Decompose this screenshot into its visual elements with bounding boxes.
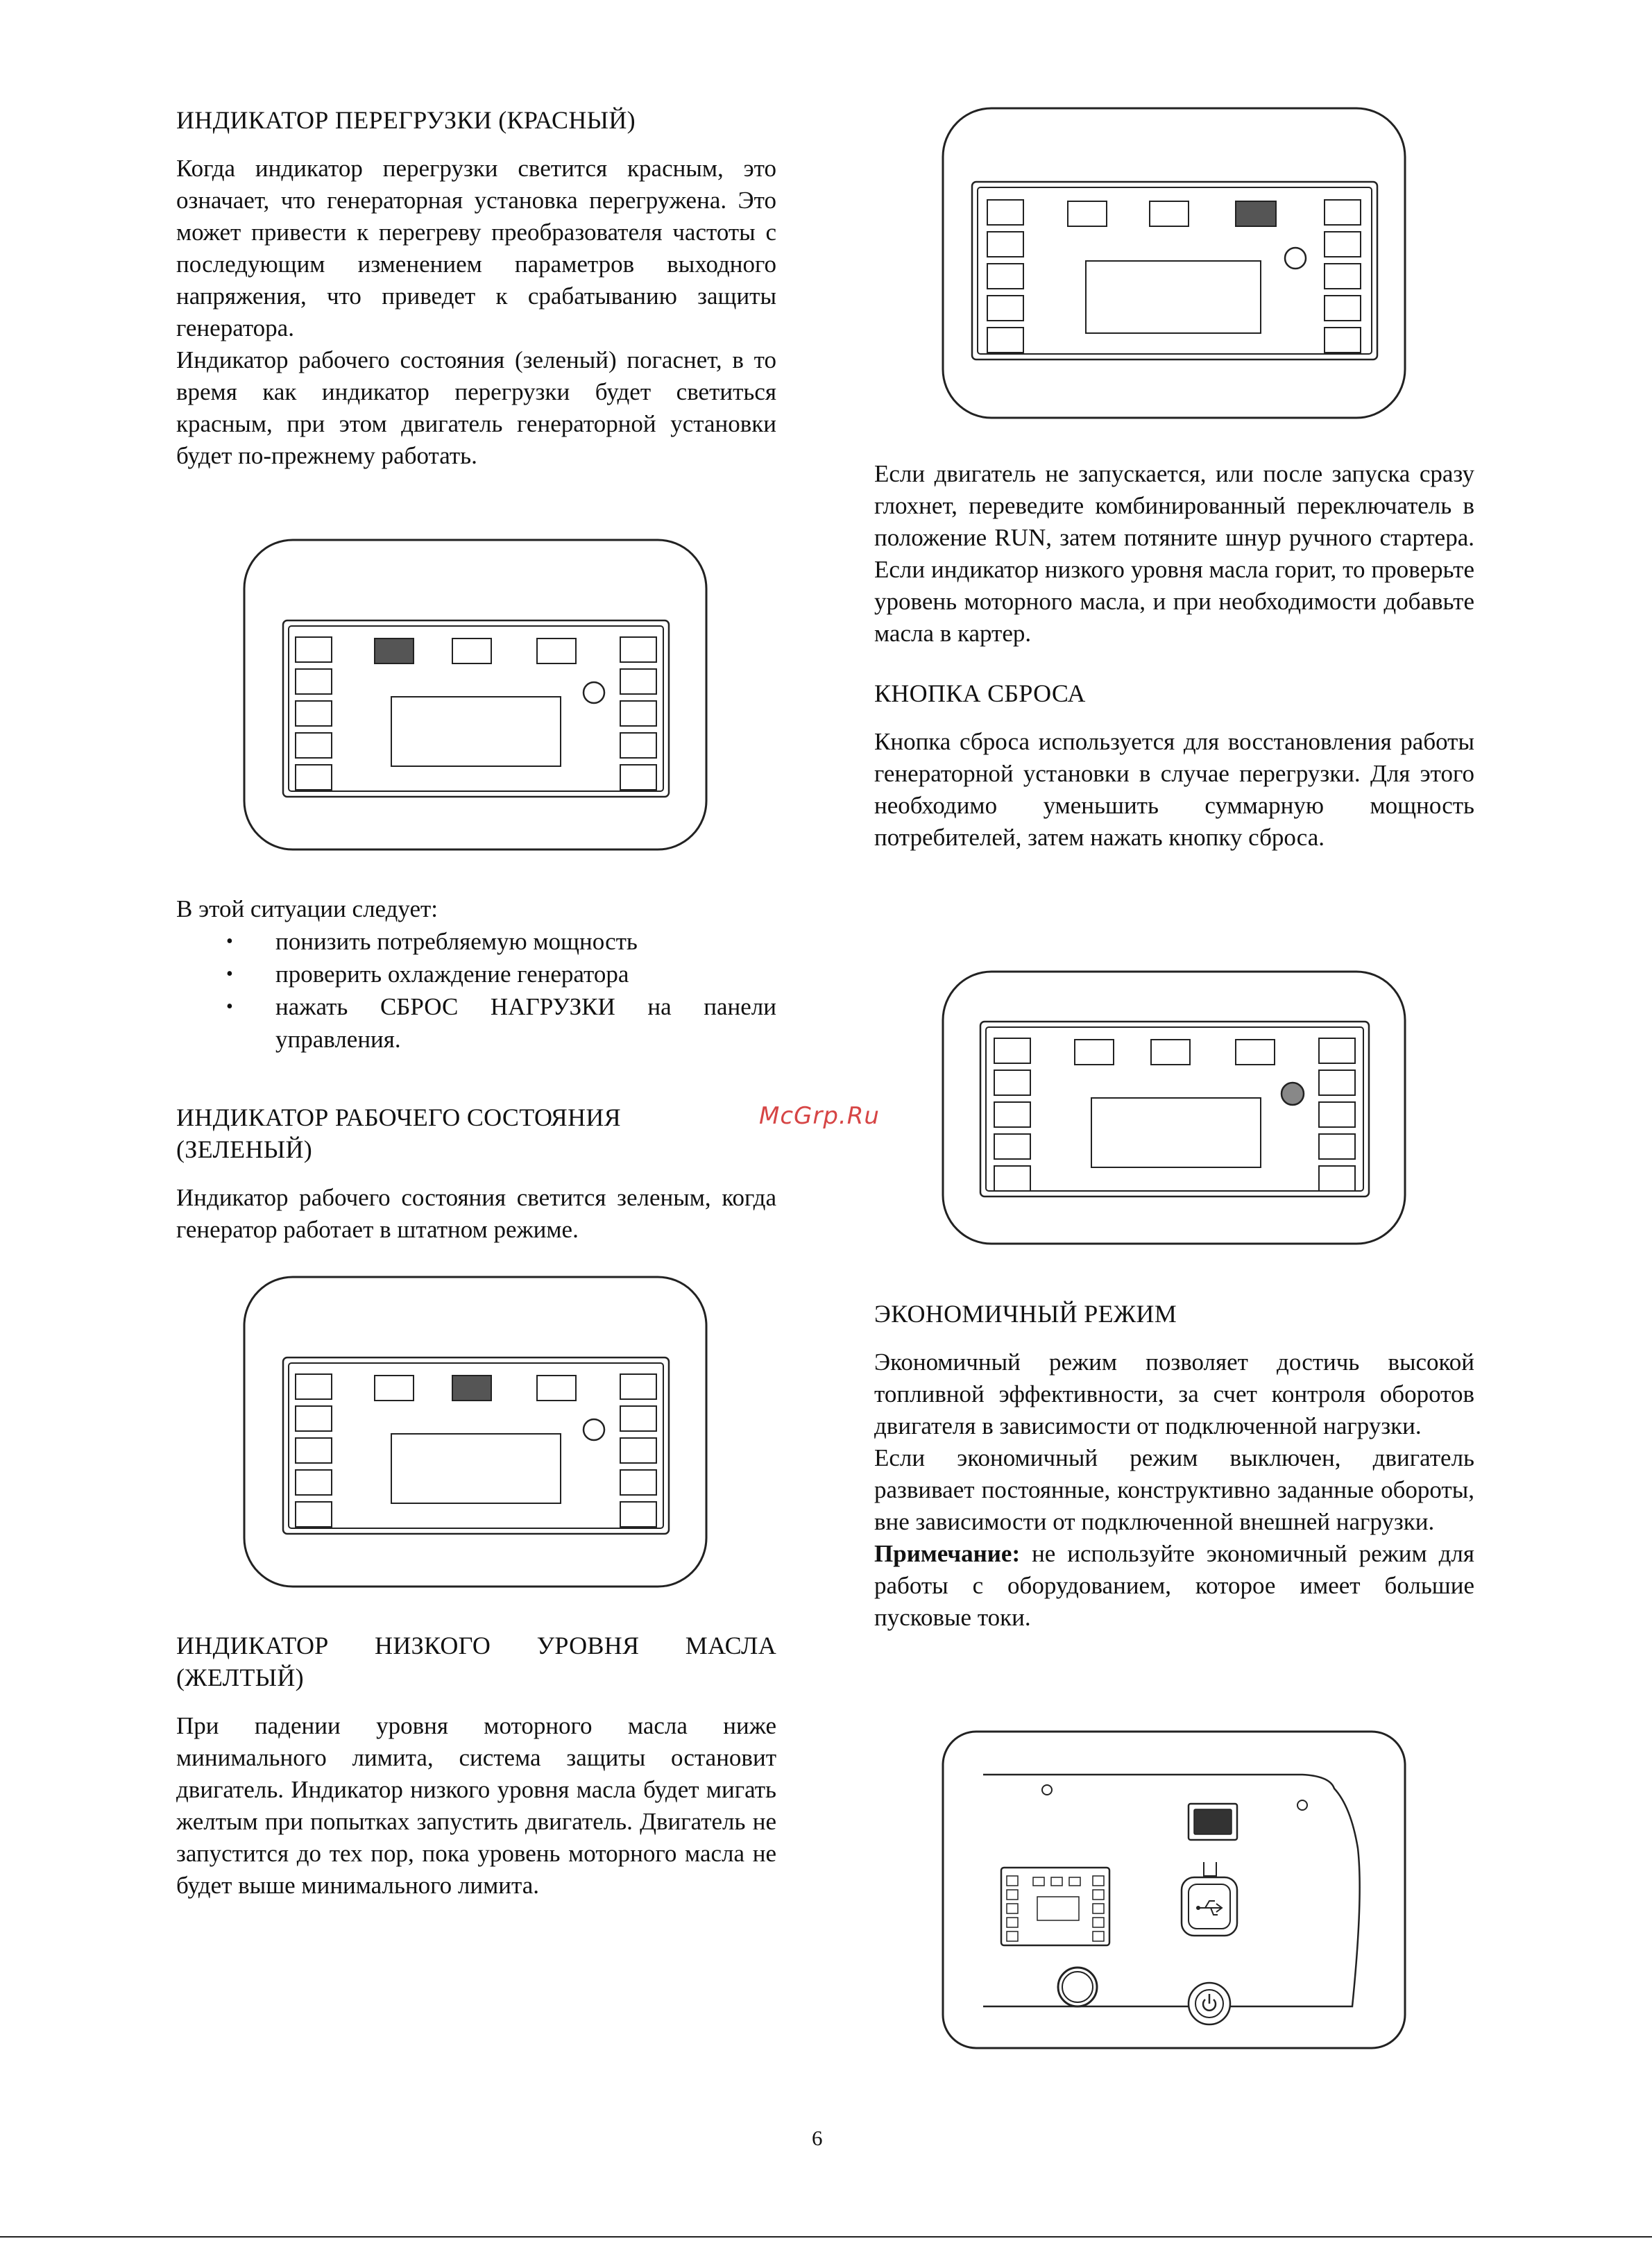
overload-text-2: Индикатор рабочего состояния (зеленый) погаснет, в то время как индикатор перегрузки будет светиться красным, при этом двигатель генераторной установки будет по-прежнему работать. <box>176 346 776 469</box>
situation-intro: В этой ситуации следует: <box>176 895 438 922</box>
overload-indicator <box>375 639 414 663</box>
bottom-rule <box>0 2236 1652 2238</box>
list-item: • проверить охлаждение генератора <box>226 961 629 988</box>
watermark: McGrp.Ru <box>759 1102 880 1130</box>
reset-button-indicator <box>1281 1083 1304 1105</box>
control-panel-overload <box>243 539 709 852</box>
eco-heading: ЭКОНОМИЧНЫЙ РЕЖИМ <box>874 1300 1177 1328</box>
control-panel-running <box>243 1276 709 1589</box>
running-text: Индикатор рабочего состояния светится зеленым, когда генератор работает в штатном режиме. <box>176 1184 776 1243</box>
left-column <box>176 104 776 472</box>
right-block-1 <box>874 458 1474 854</box>
control-panel-reset <box>942 970 1408 1246</box>
reset-text: Кнопка сброса используется для восстановления работы генераторной установки в случае перегрузки. Для этого необходимо уменьшить суммарную мощность потребителей, затем нажать кнопку сброса. <box>874 728 1474 851</box>
list-item: • нажать СБРОС НАГРУЗКИ на панели управления. <box>226 993 776 1053</box>
generator-front-panel <box>942 1730 1408 2051</box>
eco-note <box>874 1538 1474 1634</box>
oil-followup-text: Если двигатель не запускается, или после запуска сразу глохнет, переведите комбинированный переключатель в положение RUN, затем потяните шнур ручного стартера. Если индикатор низкого уровня масла горит, то проверьте уровень моторного масла, и при необходимости добавьте масла в картер. <box>874 460 1474 647</box>
list-item: • понизить потребляемую мощность <box>226 928 638 955</box>
oil-text: При падении уровня моторного масла ниже минимального лимита, система защиты остановит двигатель. Индикатор низкого уровня масла будет мигать желтым при попытках запустить двигатель. Двигатель не запустится до тех пор, пока уровень моторного масла не будет выше минимального лимита. <box>176 1712 776 1899</box>
oil-heading: ИНДИКАТОР НИЗКОГО УРОВНЯ МАСЛА (ЖЕЛТЫЙ) <box>176 1632 776 1691</box>
control-panel-oil <box>942 107 1408 421</box>
running-indicator <box>452 1376 491 1401</box>
situation-block <box>176 893 776 1246</box>
overload-text-1: Когда индикатор перегрузки светится красным, это означает, что генераторная установка перегружена. Это может привести к перегреву преобразователя частоты с последующим изменением параметров выходного напряжения, что приведет к срабатыванию защиты генератора. <box>176 155 776 341</box>
eco-text-2: Если экономичный режим выключен, двигатель развивает постоянные, конструктивно заданные обороты, вне зависимости от подключенной внешней нагрузки. <box>874 1444 1474 1535</box>
running-heading: ИНДИКАТОР РАБОЧЕГО СОСТОЯНИЯ (ЗЕЛЕНЫЙ) <box>176 1103 621 1163</box>
power-icon <box>1189 1983 1230 2024</box>
overload-heading: ИНДИКАТОР ПЕРЕГРУЗКИ (КРАСНЫЙ) <box>176 106 636 134</box>
eco-text-1: Экономичный режим позволяет достичь высокой топливной эффективности, за счет контроля оборотов двигателя в зависимости от подключенной нагрузки. <box>874 1348 1474 1439</box>
note-text: не используйте экономичный режим для работы с оборудованием, которое имеет большие пусковые токи. <box>874 1540 1474 1631</box>
eco-block <box>874 1298 1474 1634</box>
oil-block <box>176 1630 776 1902</box>
reset-heading: КНОПКА СБРОСА <box>874 679 1086 707</box>
oil-indicator <box>1236 201 1276 226</box>
page-number: 6 <box>812 2126 823 2150</box>
action-list <box>176 925 776 1056</box>
note-label: Примечание: <box>874 1540 1021 1567</box>
